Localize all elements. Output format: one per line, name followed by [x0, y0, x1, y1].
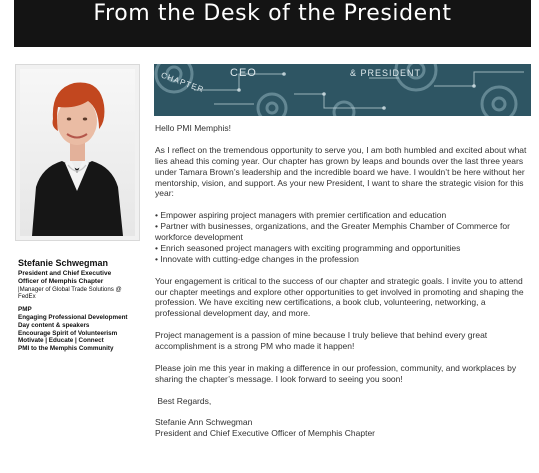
president-role-line: President and Chief Executive [18, 270, 112, 277]
portrait-image [20, 69, 135, 236]
letter-paragraph: As I reflect on the tremendous opportunity to serve you, I am both humbled and excited about what lies ahead this coming year. Our chapter has grown by leaps and bounds over the last three years under Tamara Brown’s leadership and the incredible board we have. I wouldn’t be here without her mentorship, vision, and support. As your new President, I want to share the strategic vision for this year: [155, 144, 527, 199]
signature-title: President and Chief Executive Officer of Memphis Chapter [155, 428, 376, 439]
list-item: • Innovate with cutting-edge changes in the profession [155, 254, 530, 265]
list-item: • Empower aspiring project managers with premier certification and education [155, 210, 530, 221]
list-item: • Enrich seasoned project managers with exciting programming and opportunities [155, 243, 530, 254]
letter-closing: Best Regards, [155, 395, 212, 406]
interest-item: Day content & speakers [18, 321, 90, 329]
hero-label: CEO [230, 67, 257, 79]
job-title-line: FedEx [18, 293, 36, 301]
hero-label: & PRESIDENT [350, 68, 422, 78]
interest-item: Engaging Professional Development [18, 313, 128, 321]
letter-greeting: Hello PMI Memphis! [155, 123, 232, 133]
letter-paragraph: Project management is a passion of mine because I truly believe that behind every great accomplishment is a strong PM who made it happen! [155, 330, 488, 352]
job-title-line: |Manager of Global Trade Solutions @ [18, 285, 122, 293]
interest-item: PMP [18, 306, 32, 314]
title-banner [14, 0, 531, 47]
page-title: From the Desk of the President [93, 1, 452, 26]
hero-label: CHAPTER [159, 70, 206, 95]
interest-item: Encourage Spirit of Volunteerism [18, 329, 118, 337]
president-letter [155, 123, 530, 439]
president-photo [15, 64, 140, 241]
interest-item: Motivate | Educate | Connect [18, 337, 104, 345]
signature-name: Stefanie Ann Schwegman [155, 417, 253, 428]
president-name: Stefanie Schwegman [18, 258, 109, 268]
interest-item: PMI to the Memphis Community [18, 345, 114, 353]
letter-paragraph: Please join me this year in making a difference in our profession, community, and workplaces by sharing the chapter’s message. I look forward to seeing you soon! [155, 362, 517, 384]
president-role-line: Officer of Memphis Chapter [18, 277, 104, 285]
president-bio [18, 258, 146, 353]
hero-banner [154, 64, 531, 116]
list-item: • Partner with businesses, organizations, and the Greater Memphis Chamber of Commerce for workforce development [155, 221, 530, 243]
gears-graphic [154, 64, 531, 116]
letter-paragraph: Your engagement is critical to the success of our chapter and strategic goals. I invite you to attend our chapter meetings and explore other opportunities to get involved in promoting and shaping the profession. We have exciting new certifications, a book club, volunteering, networking, a professional development day, and more. [155, 275, 524, 319]
strategic-vision-list [155, 210, 530, 265]
